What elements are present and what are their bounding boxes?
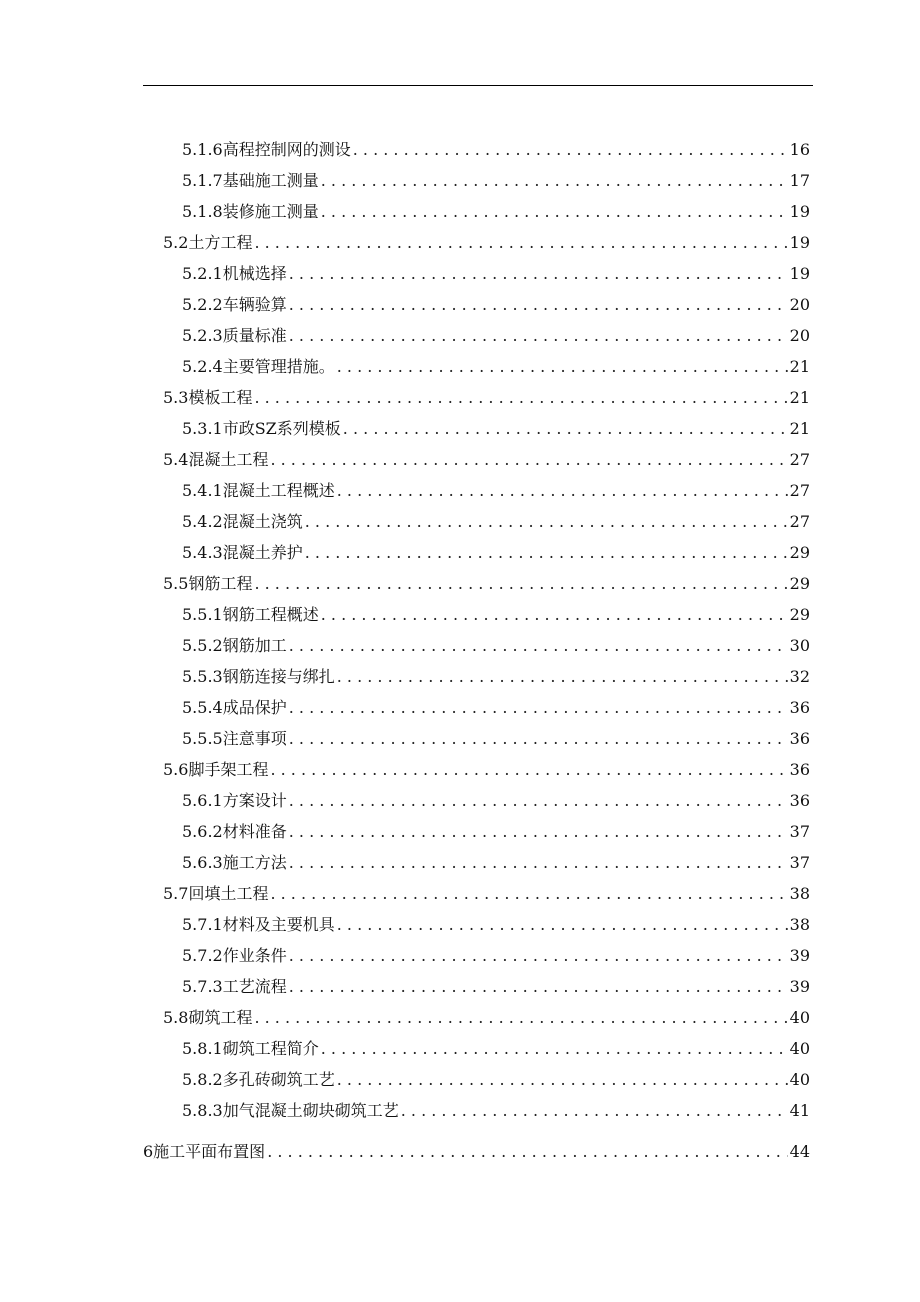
toc-page-number: 19 [789,264,810,283]
toc-entry[interactable] [182,820,810,844]
toc-page-number: 20 [789,326,810,345]
toc-dot-leader [289,975,788,999]
toc-page-number: 39 [789,946,810,965]
toc-page-number: 37 [789,853,810,872]
toc-entry-title: 5.1.6高程控制网的测设 [182,140,351,159]
toc-entry-title: 5.3.1市政SZ系列模板 [182,419,341,438]
toc-dot-leader [305,510,788,534]
toc-page-number: 30 [789,636,810,655]
toc-dot-leader [289,820,788,844]
toc-entry-title: 5.5.3钢筋连接与绑扎 [182,667,335,686]
toc-entry-title: 5.7.1材料及主要机具 [182,915,335,934]
toc-entry[interactable] [182,541,810,565]
toc-entry[interactable] [143,1140,810,1164]
toc-entry[interactable] [182,634,810,658]
toc-page-number: 27 [789,481,810,500]
toc-dot-leader [337,479,788,503]
toc-page-number: 37 [789,822,810,841]
toc-entry[interactable] [163,386,810,410]
toc-dot-leader [337,355,788,379]
toc-entry[interactable] [182,665,810,689]
toc-dot-leader [270,882,787,906]
toc-entry[interactable] [182,975,810,999]
toc-page-number: 21 [789,419,810,438]
toc-page-number: 40 [789,1008,810,1027]
toc-page-number: 29 [789,543,810,562]
toc-entry[interactable] [182,355,810,379]
toc-entry-title: 5.1.7基础施工测量 [182,171,319,190]
toc-page-number: 40 [789,1070,810,1089]
toc-dot-leader [305,541,788,565]
toc-dot-leader [321,603,788,627]
toc-entry-title: 5.5.2钢筋加工 [182,636,287,655]
toc-entry-title: 5.6.2材料准备 [182,822,287,841]
toc-entry[interactable] [182,913,810,937]
toc-entry-title: 5.5.5注意事项 [182,729,287,748]
toc-page-number: 39 [789,977,810,996]
toc-dot-leader [267,1140,787,1164]
toc-entry-title: 5.6脚手架工程 [163,760,269,779]
toc-dot-leader [289,727,788,751]
toc-entry-title: 5.4.1混凝土工程概述 [182,481,335,500]
toc-entry-title: 5.5.4成品保护 [182,698,287,717]
toc-page-number: 21 [789,357,810,376]
toc-entry[interactable] [182,138,810,162]
toc-entry[interactable] [182,510,810,534]
toc-entry-title: 5.1.8装修施工测量 [182,202,319,221]
toc-entry-title: 5.4.3混凝土养护 [182,543,303,562]
toc-dot-leader [289,851,788,875]
toc-entry-title: 5.5钢筋工程 [163,574,253,593]
toc-dot-leader [353,138,788,162]
toc-entry[interactable] [182,727,810,751]
toc-entry-title: 5.2.3质量标准 [182,326,287,345]
toc-page-number: 21 [789,388,810,407]
header-rule [143,85,813,86]
toc-page-number: 41 [789,1101,810,1120]
toc-dot-leader [254,231,787,255]
toc-entry[interactable] [163,758,810,782]
toc-page-number: 19 [789,202,810,221]
toc-entry-title: 5.7回填土工程 [163,884,269,903]
toc-entry[interactable] [163,1006,810,1030]
toc-entry[interactable] [182,417,810,441]
toc-page-number: 17 [789,171,810,190]
toc-dot-leader [337,665,788,689]
toc-entry[interactable] [182,324,810,348]
toc-entry[interactable] [182,1068,810,1092]
toc-dot-leader [337,913,788,937]
toc-entry-title: 6施工平面布置图 [143,1142,266,1161]
toc-entry[interactable] [182,789,810,813]
toc-entry[interactable] [163,231,810,255]
toc-entry[interactable] [182,479,810,503]
toc-entry[interactable] [182,603,810,627]
toc-dot-leader [254,386,787,410]
toc-page-number: 38 [789,884,810,903]
toc-entry[interactable] [182,851,810,875]
toc-entry-title: 5.8.1砌筑工程简介 [182,1039,319,1058]
toc-entry[interactable] [163,572,810,596]
toc-dot-leader [254,1006,787,1030]
toc-page-number: 27 [789,512,810,531]
toc-page-number: 36 [789,791,810,810]
toc-entry[interactable] [182,200,810,224]
toc-entry-title: 5.5.1钢筋工程概述 [182,605,319,624]
toc-dot-leader [289,634,788,658]
toc-page-number: 38 [789,915,810,934]
toc-entry-title: 5.4.2混凝土浇筑 [182,512,303,531]
toc-entry[interactable] [163,882,810,906]
toc-page-number: 29 [789,605,810,624]
toc-entry[interactable] [182,944,810,968]
toc-dot-leader [270,758,787,782]
toc-page-number: 32 [789,667,810,686]
toc-dot-leader [289,696,788,720]
toc-entry[interactable] [182,293,810,317]
toc-entry-title: 5.8砌筑工程 [163,1008,253,1027]
toc-dot-leader [321,169,788,193]
toc-page-number: 36 [789,729,810,748]
toc-entry-title: 5.2.1机械选择 [182,264,287,283]
toc-page-number: 16 [789,140,810,159]
toc-entry-title: 5.6.3施工方法 [182,853,287,872]
toc-page-number: 20 [789,295,810,314]
toc-entry[interactable] [182,169,810,193]
toc-dot-leader [337,1068,788,1092]
toc-dot-leader [254,572,787,596]
toc-entry-title: 5.2.2车辆验算 [182,295,287,314]
toc-entry-title: 5.2土方工程 [163,233,253,252]
toc-dot-leader [289,262,788,286]
toc-entry-title: 5.7.3工艺流程 [182,977,287,996]
toc-entry[interactable] [182,1099,810,1123]
toc-entry-title: 5.8.3加气混凝土砌块砌筑工艺 [182,1101,399,1120]
toc-dot-leader [321,1037,788,1061]
toc-dot-leader [401,1099,788,1123]
toc-dot-leader [289,944,788,968]
toc-page-number: 40 [789,1039,810,1058]
toc-dot-leader [289,293,788,317]
toc-entry-title: 5.4混凝土工程 [163,450,269,469]
toc-entry-title: 5.7.2作业条件 [182,946,287,965]
toc-entry[interactable] [182,1037,810,1061]
toc-dot-leader [343,417,788,441]
toc-page-number: 44 [789,1142,810,1161]
toc-page-number: 36 [789,698,810,717]
toc-entry[interactable] [182,262,810,286]
toc-page-number: 29 [789,574,810,593]
toc-entry-title: 5.8.2多孔砖砌筑工艺 [182,1070,335,1089]
toc-dot-leader [289,789,788,813]
toc-page-number: 27 [789,450,810,469]
toc-entry[interactable] [182,696,810,720]
toc-dot-leader [289,324,788,348]
toc-dot-leader [270,448,787,472]
toc-page-number: 19 [789,233,810,252]
toc-entry-title: 5.6.1方案设计 [182,791,287,810]
toc-page-number: 36 [789,760,810,779]
toc-entry-title: 5.3模板工程 [163,388,253,407]
toc-entry-title: 5.2.4主要管理措施。 [182,357,335,376]
toc-entry[interactable] [163,448,810,472]
toc-dot-leader [321,200,788,224]
